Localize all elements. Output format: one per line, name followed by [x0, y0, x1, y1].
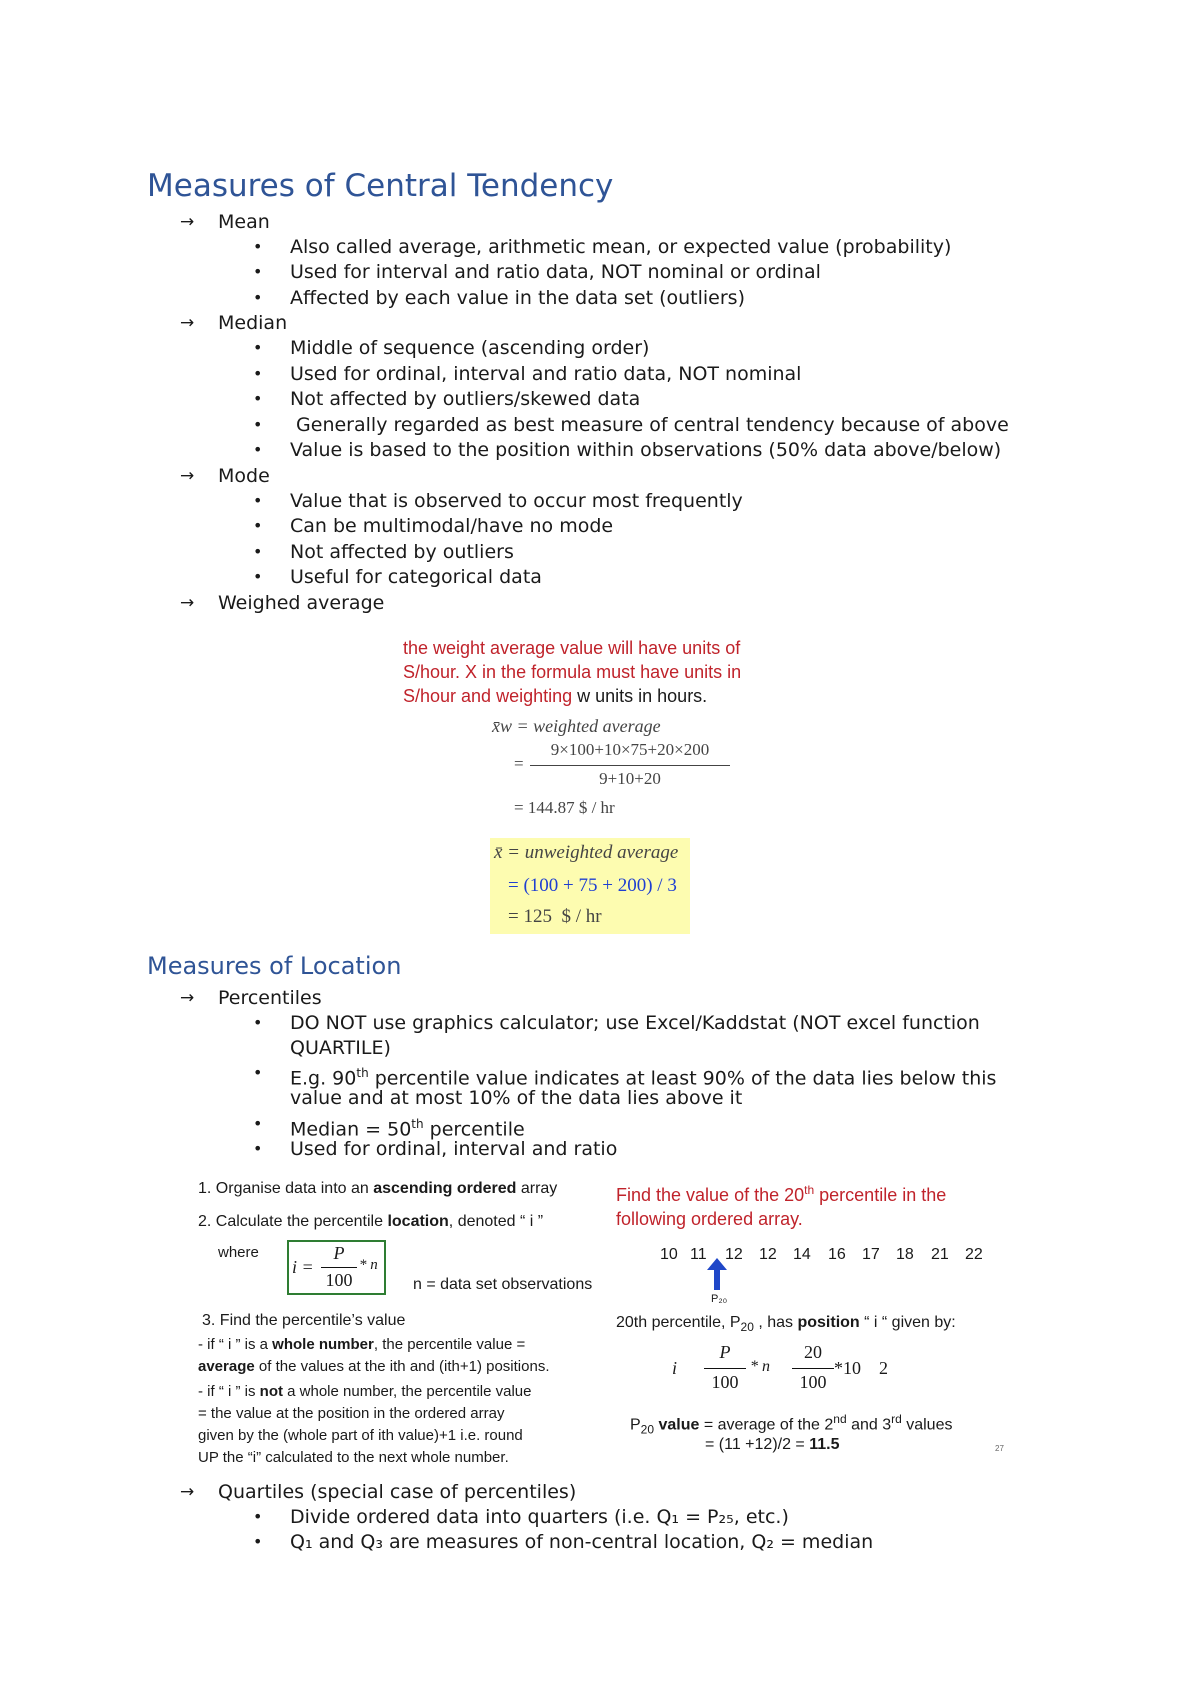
arrow-icon: → — [180, 466, 195, 486]
bullet-icon: • — [253, 516, 263, 535]
equals-sign: = — [514, 754, 524, 773]
weighted-numerator: 9×100+10×75+20×200 — [550, 740, 710, 759]
weighted-denominator: 9+10+20 — [599, 769, 661, 788]
bullet-icon: • — [253, 1507, 263, 1526]
fraction-bar — [704, 1368, 746, 1369]
weighted-average-label: x̄w = weighted average — [492, 716, 661, 736]
p20-marker: P₂₀ — [711, 1293, 728, 1305]
bullet-icon: • — [253, 491, 263, 510]
bullet-icon: • — [253, 338, 263, 357]
unweighted-result: = 125 $ / hr — [508, 906, 602, 927]
bullet-icon: • — [253, 1114, 263, 1133]
up-arrow-icon — [706, 1258, 728, 1292]
bullet-icon: • — [253, 440, 263, 459]
where-label: where — [218, 1244, 259, 1261]
fraction-bar — [530, 765, 730, 766]
bullet-icon: • — [253, 237, 263, 256]
arrow-icon: → — [180, 1482, 195, 1502]
bullet-icon: • — [253, 567, 263, 586]
bullet-icon: • — [253, 262, 263, 281]
bullet-icon: • — [253, 389, 263, 408]
arrow-icon: → — [180, 313, 195, 333]
unweighted-highlight-box — [490, 838, 690, 934]
weighted-note: the weight average value will have units of S/hour. X in the formula must have units in S/hour and weighting w units in hours. — [403, 638, 742, 706]
bullet-icon: • — [253, 1063, 263, 1082]
fraction-bar — [321, 1267, 357, 1268]
arrow-icon: → — [180, 988, 195, 1008]
fraction-bar — [792, 1368, 834, 1369]
section-heading: Measures of Location — [147, 952, 402, 980]
bullet-icon: • — [253, 364, 263, 383]
unweighted-expression: = (100 + 75 + 200) / 3 — [508, 875, 677, 896]
arrow-icon: → — [180, 593, 195, 613]
percentile-rules: - if “ i ” is a whole number, the percentile value = average of the values at the ith and (ith+1) positions. - if “ i ” is not a whole number, the percentile value = the value at the position in the ordered array given by the (whole part of ith value)+1 i.e. round UP the “i” calculated to the next whole number. — [198, 1336, 550, 1466]
step-2: 2. Calculate the percentile location, denoted “ i ” — [198, 1213, 544, 1230]
weighted-result: = 144.87 $ / hr — [514, 798, 615, 817]
bullet-icon: • — [253, 1139, 263, 1158]
bullet-icon: • — [253, 1013, 263, 1032]
unweighted-average-label: x̄ = unweighted average — [494, 842, 679, 863]
bullet-icon: • — [253, 288, 263, 307]
step-3: 3. Find the percentile’s value — [202, 1312, 406, 1329]
p20-value-line: $P_{20}$ value = average of the 2nd and 3rd values — [630, 1412, 953, 1437]
example-prompt: Find the value of the 20th percentile in the following ordered array. — [616, 1183, 947, 1229]
bullet-icon: • — [253, 1532, 263, 1551]
position-calculation: i P 100 * n 20 100 *10 2 — [672, 1342, 888, 1392]
slide-number: 27 — [995, 1444, 1004, 1453]
step-1: 1. Organise data into an ascending ordered array — [198, 1180, 558, 1197]
n-note: n = data set observations — [413, 1276, 593, 1293]
arrow-icon: → — [180, 212, 195, 232]
bullet-icon: • — [253, 415, 263, 434]
p20-result: = (11 +12)/2 = 11.5 — [705, 1436, 840, 1453]
bullet-icon: • — [253, 542, 263, 561]
percentile-formula-box: i = P 100 * n — [287, 1240, 386, 1295]
page-title: Measures of Central Tendency — [147, 168, 614, 204]
position-line: 20th percentile, $P_{20}$ , has position “ i “ given by: — [616, 1314, 956, 1335]
